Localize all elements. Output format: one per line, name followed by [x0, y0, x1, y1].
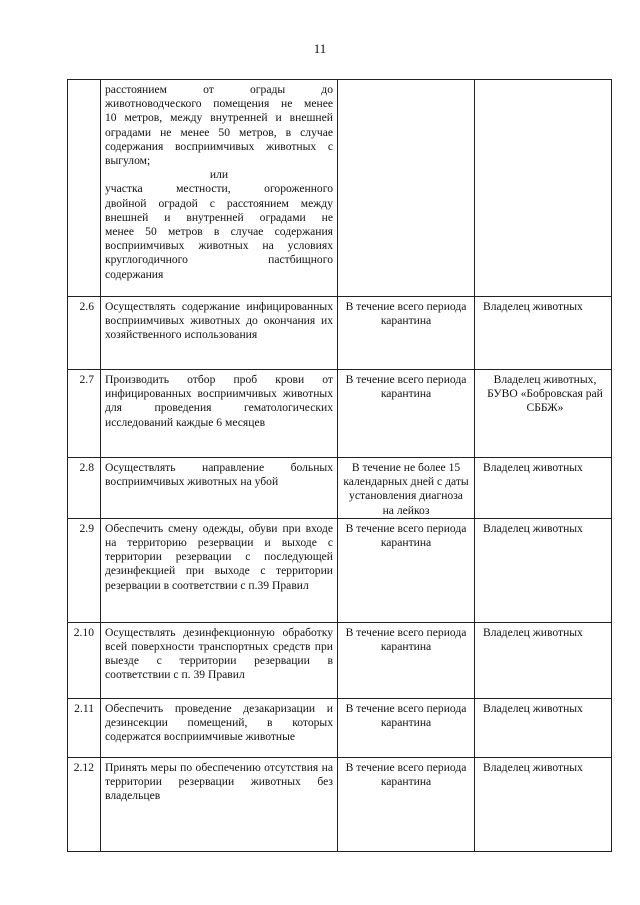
- table-row: [68, 518, 612, 622]
- measure-line: круглогодичного пастбищного: [105, 253, 333, 267]
- measure-text: Производить отбор проб крови от инфицированных восприимчивых животных для проведения гематологических исследований каждые 6 месяцев: [101, 370, 338, 458]
- measure-line: участка местности, огороженного: [105, 182, 333, 196]
- measure-line: выгулом;: [105, 154, 151, 168]
- table-row-continuation: [68, 80, 612, 297]
- measure-line: оградами не менее 50 метров, в случае: [105, 125, 333, 139]
- term-text: В течение всего периода карантина: [338, 370, 475, 458]
- measure-text: Принять меры по обеспечению отсутствия на территории резервации животных без владельцев: [101, 757, 338, 851]
- responsible-text: Владелец животных: [475, 622, 612, 698]
- term-text: В течение всего периода карантина: [338, 518, 475, 622]
- measure-line: менее 50 метров в случае содержания: [105, 225, 333, 239]
- measures-table: [67, 79, 612, 852]
- row-number: 2.10: [68, 622, 101, 698]
- responsible-text: Владелец животных: [475, 698, 612, 757]
- measure-line: расстоянием от ограды до: [105, 83, 333, 96]
- responsible-text: Владелец животных, БУВО «Бобровская рай СББЖ»: [475, 370, 612, 458]
- table-row: [68, 458, 612, 519]
- measure-line: содержания: [105, 267, 164, 281]
- term-text: В течение всего периода карантина: [338, 698, 475, 757]
- measure-line: содержания восприимчивых животных с: [105, 139, 333, 153]
- measure-line: двойной оградой с расстоянием между: [105, 196, 333, 210]
- measure-text: Осуществлять направление больных восприимчивых животных на убой: [101, 458, 338, 519]
- table-row: [68, 297, 612, 370]
- row-number-cell: [68, 80, 101, 297]
- responsible-text: Владелец животных: [475, 458, 612, 519]
- measure-text: Обеспечить смену одежды, обуви при входе на территорию резервации и выходе с территории резервации с последующей дезинфекцией при выходе с территории резервации в соответствии с п.39 Правил: [101, 518, 338, 622]
- row-number: 2.6: [68, 297, 101, 370]
- measure-text: Осуществлять дезинфекционную обработку всей поверхности транспортных средств при выезде с территории резервации в соответствии с п. 39 Правил: [101, 622, 338, 698]
- table-row: [68, 757, 612, 851]
- measure-text: Осуществлять содержание инфицированных восприимчивых животных до окончания их хозяйственного использования: [101, 297, 338, 370]
- row-number: 2.7: [68, 370, 101, 458]
- row-number: 2.12: [68, 757, 101, 851]
- table-row: [68, 622, 612, 698]
- table-row: [68, 698, 612, 757]
- term-text: В течение всего периода карантина: [338, 297, 475, 370]
- row-number: 2.11: [68, 698, 101, 757]
- page-number: 11: [313, 41, 327, 56]
- measure-line: восприимчивых животных на условиях: [105, 239, 333, 253]
- measure-line: внешней и внутренней оградами не: [105, 210, 333, 224]
- term-text: В течение всего периода карантина: [338, 622, 475, 698]
- measure-line: животноводческого помещения не менее: [105, 97, 333, 111]
- measure-cell: [101, 80, 338, 297]
- term-text: В течение всего периода карантина: [338, 757, 475, 851]
- responsible-text: Владелец животных: [475, 518, 612, 622]
- table-row: [68, 370, 612, 458]
- row-number: 2.8: [68, 458, 101, 519]
- or-separator: или: [209, 168, 229, 182]
- measure-text: Обеспечить проведение дезакаризации и дезинсекции помещений, в которых содержатся восприимчивые животные: [101, 698, 338, 757]
- responsible-cell: [475, 80, 612, 297]
- responsible-text: Владелец животных: [475, 297, 612, 370]
- row-number: 2.9: [68, 518, 101, 622]
- term-cell: [338, 80, 475, 297]
- responsible-text: Владелец животных: [475, 757, 612, 851]
- measure-line: 10 метров, между внутренней и внешней: [105, 111, 333, 125]
- term-text: В течение не более 15 календарных дней с даты установления диагноза на лейкоз: [338, 458, 475, 519]
